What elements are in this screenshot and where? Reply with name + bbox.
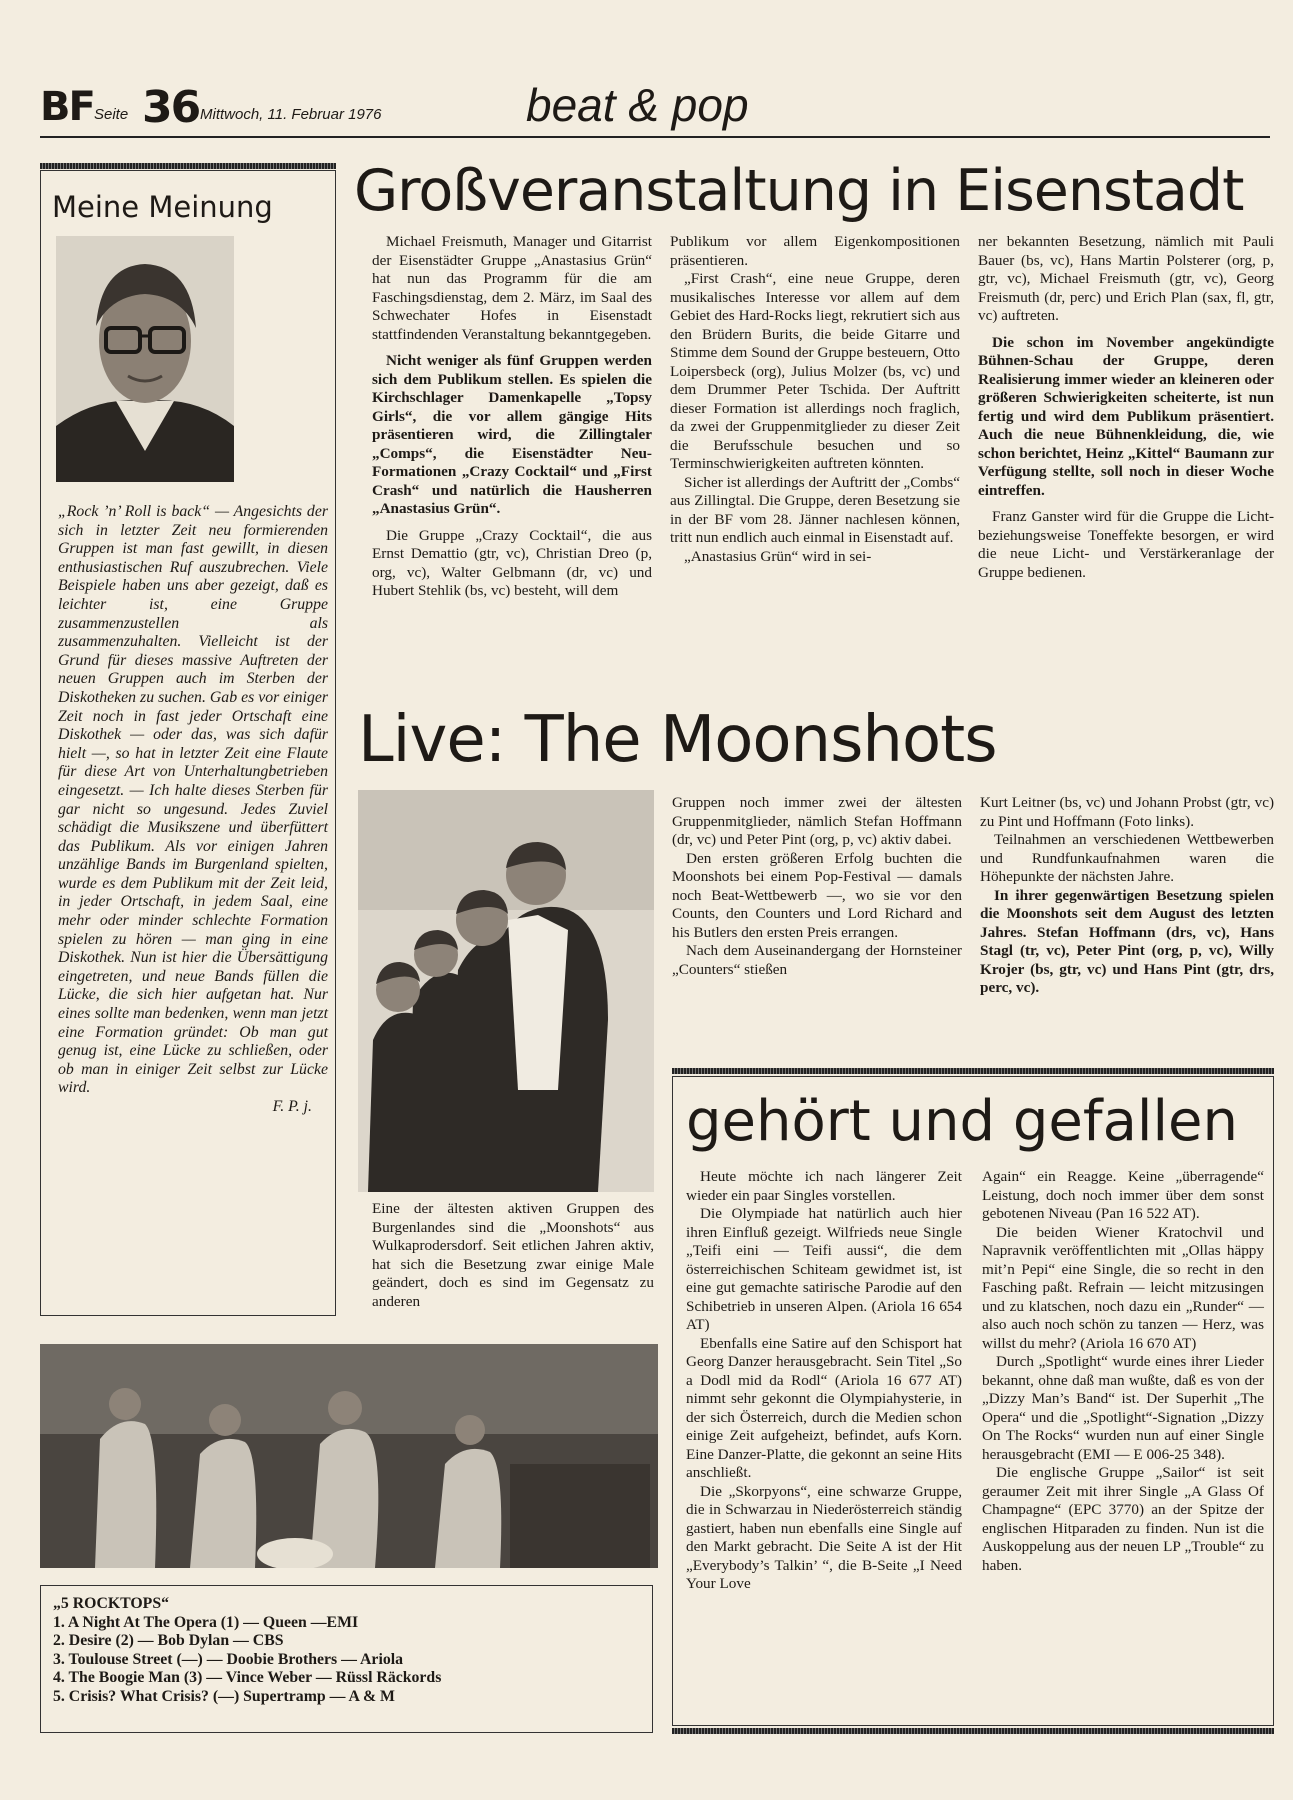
band-photo: [40, 1344, 658, 1568]
opinion-title: Meine Meinung: [52, 190, 273, 224]
article1-paragraph: Sicher ist allerdings der Auftritt der „Combs“ aus Zillingtal. Die Gruppe, deren Besetzung sie in der BF vom 28. Jänner nachlesen können, tritt nun endlich auch einmal in Eisenstadt auf.: [670, 473, 960, 546]
article1-headline: Großveranstaltung in Eisenstadt: [354, 158, 1244, 224]
article1-paragraph: ner bekannten Besetzung, nämlich mit Pauli Bauer (bs, vc), Hans Martin Polsterer (org, p, gtr, vc), Michael Freismuth (gtr, vc), Georg Freismuth (dr, perc) und Erich Plan (sax, fl, gtr, vc) auftreten.: [978, 233, 1274, 324]
rocktops-item: 5. Crisis? What Crisis? (—) Supertramp — A & M: [53, 1687, 395, 1705]
article1-paragraph: Die Gruppe „Crazy Cocktail“, die aus Ernst Demattio (gtr, vc), Christian Dreo (p, org, vc), Walter Gelbmann (dr, vc) und Hubert Stehlik (bs, vc) besteht, will dem: [372, 526, 652, 599]
page-number: 36: [142, 82, 200, 133]
gehoert-paragraph: Die beiden Wiener Kratochvil und Napravnik veröffentlichten mit „Ollas häppy mit’n Pepi“ eine Single, die so recht in den Fasching paßt. Refrain — leicht mitzusingen und zu klatschen, noch dazu ein „Runder“ — also auch noch schön zu tanzen — Herz, was willst du mehr? (Ariola 16 670 AT): [982, 1223, 1264, 1352]
gehoert-paragraph: Die englische Gruppe „Sailor“ ist seit geraumer Zeit mit ihrer Single „A Glass Of Champagne“ (EPC 3770) an der Spitze der englischen Hitparaden zu finden. Nun ist die Auskoppelung aus der neuen LP „Trouble“ zu haben.: [982, 1464, 1264, 1574]
gehoert-paragraph: Heute möchte ich nach längerer Zeit wieder ein paar Singles vorstellen.: [686, 1168, 962, 1204]
article1-col1: [372, 233, 652, 601]
gehoert-paragraph: Die „Skorpyons“, eine schwarze Gruppe, die in Schwarzau in Niederösterreich ständig gastiert, haben nun ebenfalls eine Single auf den Markt gebracht. Die Seite A ist der Hit „Everybody’s Talkin’ “, die B-Seite „I Need Your Love: [686, 1482, 962, 1592]
article1-col3: [978, 233, 1274, 582]
article1-paragraph: Franz Ganster wird für die Gruppe die Licht- beziehungsweise Toneffekte besorgen, er wird die neue Licht- und Verstärkeranlage der Gruppe bedienen.: [978, 508, 1274, 581]
article1-paragraph: Michael Freismuth, Manager und Gitarrist der Eisenstädter Gruppe „Anastasius Grün“ hat nun das Programm für die am Faschingsdienstag, dem 2. März, im Saal des Schwechater Hofes in Eisenstadt stattfindenden Veranstaltung bekanntgegeben.: [372, 233, 652, 343]
article1-paragraph: Publikum vor allem Eigenkompositionen präsentieren.: [670, 233, 960, 269]
masthead: [40, 78, 1270, 138]
page-label: Seite: [94, 106, 129, 123]
article1-paragraph: [372, 352, 652, 519]
opinion-paragraph: „Rock ’n’ Roll is back“ — Angesichts der sich in letzter Zeit neu formierenden Gruppen ist man fast gewillt, in diesen enthusiastischen Ruf auszubrechen. Viele Beispiele haben uns aber gezeigt, daß es leichter ist, eine Gruppe zusammenzustellen als zusammenzuhalten. Vielleicht ist der Grund für dieses massive Auftreten der neuen Gruppen auch im Sterben der Diskotheken zu suchen. Gab es vor einiger Zeit noch in fast jeder Ortschaft eine Diskothek — oder das, was sich dafür hielt —, so hat in letzter Zeit eine Flaute für diese Art von Unterhaltungbetrieben eingesetzt. — Ich halte dieses Sterben für gar nicht so ungesund. Jedes Zuviel schädigt die Musikszene und überfüttert das Publikum. Als vor einigen Jahren unzählige Bands im Burgenland spielten, wurde es dem Publikum mit der Zeit leid, in jeder Ortschaft, in jedem Saal, eine mehr oder minder schlechte Formation spielen zu hören — man ging in eine Diskothek. Nun ist hier die Übersättigung eingetreten, und neue Bands füllen die Lücke, die sich hier aufgetan hat. Nur eines sollte man bedenken, wenn man jetzt eine Formation gründet: Ob man gut genug ist, eine Lücke zu schließen, oder ob man in einiger Zeit selbst zur Lücke wird.: [58, 503, 328, 1097]
article2-paragraph: [980, 887, 1274, 998]
section-title: beat & pop: [526, 79, 749, 131]
rocktops-box: [40, 1585, 653, 1733]
masthead-logo: BF: [40, 84, 94, 130]
top-rule-left: [40, 163, 336, 169]
article1-paragraph: „First Crash“, eine neue Gruppe, deren musikalisches Interesse vor allem auf dem Gebiet des Hard-Rocks liegt, rekrutiert sich aus den Brüdern Burits, die beide Gitarre und Stimme dem Sound der Gruppe besteuern, Otto Loipersbeck (org), Julius Molzer (bs, vc) und dem Drummer Peter Tschida. Der Auftritt dieser Formation ist allerdings noch fraglich, da zwei der Gruppenmitglieder zu dieser Zeit die Berufsschule besuchen und so Terminschwierigkeiten auftreten könnten.: [670, 270, 960, 472]
moonshots-photo: [358, 790, 654, 1192]
caption-text: Eine der ältesten aktiven Gruppen des Burgenlandes sind die „Moonshots“ aus Wulkaprodersdorf. Seit etlichen Jahren aktiv, hat sich die Besetzung zwar einige Male geändert, doch es sind im Gegensatz zu anderen: [372, 1200, 654, 1310]
article1-paragraph: [978, 334, 1274, 501]
rocktops-item: 4. The Boogie Man (3) — Vince Weber — Rüssl Räckords: [53, 1669, 442, 1686]
bottom-rule: [672, 1728, 1274, 1734]
rocktops-item: 1. A Night At The Opera (1) — Queen —EMI: [53, 1613, 359, 1631]
photo-caption: [372, 1200, 654, 1311]
article2-paragraph: Den ersten größeren Erfolg buchten die Moonshots bei einem Pop-Festival — damals noch Beat-Wettbewerb —, wo sie vor den Counts, den Counters und Lord Richard and his Butlers den ersten Preis errangen.: [672, 849, 962, 941]
gehoert-col1: [686, 1168, 962, 1594]
article1-paragraph: „Anastasius Grün“ wird in sei-: [684, 547, 872, 565]
article2-bold-text: In ihrer gegenwärtigen Besetzung spielen die Moonshots seit dem August des letzten Jahres. Stefan Hoffmann (drs, vc), Hans Stagl (tr, vc), Peter Pint (org, p, vc), Willy Krojer (bs, gtr, vc) und Hans Pint (gtr, drs, perc, vc).: [980, 886, 1274, 996]
rocktops-item: 2. Desire (2) — Bob Dylan — CBS: [53, 1632, 284, 1649]
rocktops-item: 3. Toulouse Street (—) — Doobie Brothers — Ariola: [53, 1650, 404, 1668]
article2-paragraph: Nach dem Auseinandergang der Hornsteiner „Counters“ stießen: [672, 942, 962, 978]
article1-bold-text: Nicht weniger als fünf Gruppen werden sich dem Publikum stellen. Es spielen die Kirchschlager Damenkapelle „Topsy Girls“, die vor allem gängige Hits präsentieren wird, die Zillingtaler „Comps“, die Eisenstädter Neu-Formationen „Crazy Cocktail“ und „First Crash“ und natürlich die Hausherren „Anastasius Grün“.: [372, 352, 652, 517]
article1-col2: [670, 233, 960, 566]
issue-date: Mittwoch, 11. Februar 1976: [200, 106, 382, 123]
gehoert-paragraph: Again“ ein Reagge. Keine „überragende“ Leistung, doch noch immer über dem sonst gebotenen Niveau (Pan 16 522 AT).: [982, 1168, 1264, 1222]
article2-col3: [980, 794, 1274, 998]
opinion-signature: F. P. j.: [272, 1098, 312, 1115]
gehoert-paragraph: Durch „Spotlight“ wurde eines ihrer Lieder bekannt, ohne daß man wußte, daß es von der „Dizzy Man’s Band“ ist. Der Superhit „The Opera“ und die „Spotlight“-Signation „Dizzy On The Rocks“ wurden nun auf einer Single herausgebracht (EMI — E 006-25 348).: [982, 1353, 1264, 1463]
author-portrait: [56, 236, 234, 482]
article2-col2: [672, 794, 962, 979]
gehoert-col2: [982, 1168, 1264, 1575]
article2-paragraph: Gruppen noch immer zwei der ältesten Gruppenmitglieder, nämlich Stefan Hoffmann (dr, vc) und Peter Pint (org, p, vc) aktiv dabei.: [672, 794, 962, 848]
gehoert-paragraph: Ebenfalls eine Satire auf den Schisport hat Georg Danzer herausgebracht. Sein Titel „So a Dodl mid da Rodl“ (Ariola 16 677 AT) nimmt sehr gekonnt die Olympiahysterie, in der sich Österreich, durch die Medien schon einige Zeit aufgeheizt, befindet, aufs Korn. Eine Danzer-Platte, die gekonnt an seine Hits anschließt.: [686, 1334, 962, 1481]
article2-headline: Live: The Moonshots: [358, 703, 997, 777]
gehoert-top-rule: [672, 1068, 1274, 1074]
opinion-text: [58, 503, 328, 1117]
article1-bold-text: Die schon im November angekündigte Bühnen-Schau der Gruppe, deren Realisierung immer wieder an kleineren oder größeren Schwierigkeiten scheiterte, ist nun fertig und wird dem Publikum präsentiert. Auch die neue Bühnenkleidung, die, wie schon berichtet, Heinz „Kittel“ Baumann zur Verfügung stellte, soll noch in dieser Woche eintreffen.: [978, 333, 1274, 499]
article2-paragraph: Teilnahmen an verschiedenen Wettbewerben und Rundfunkaufnahmen waren die Höhepunkte der nächsten Jahre.: [980, 831, 1274, 885]
gehoert-headline: gehört und gefallen: [686, 1089, 1238, 1154]
rocktops-title: „5 ROCKTOPS“: [53, 1595, 170, 1612]
article2-paragraph: Kurt Leitner (bs, vc) und Johann Probst (gtr, vc) zu Pint und Hoffmann (Foto links).: [980, 794, 1274, 830]
gehoert-paragraph: Die Olympiade hat natürlich auch hier ihren Einfluß gezeigt. Wilfrieds neue Single „Teifi eini — Teifi aussi“, die dem österreichischen Schiteam gewidmet ist, ist eine gut gemachte satirische Parodie auf den Schibetrieb in unseren Alpen. (Ariola 16 654 AT): [686, 1205, 962, 1333]
